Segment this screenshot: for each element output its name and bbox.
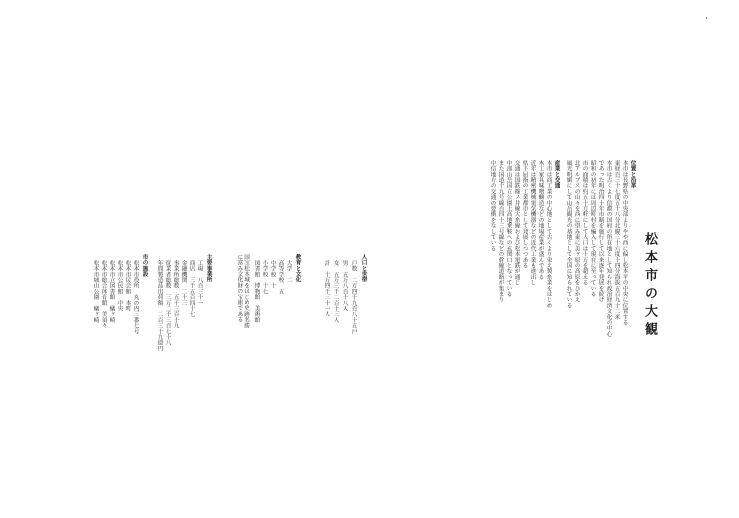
stat-line: 戸数 二万四千九百八十五戸	[350, 260, 357, 335]
facility-line: 松本市総合体育館 美須々	[100, 260, 107, 329]
stat-line: 高等学校 五	[277, 260, 284, 295]
text-column: 中信地方の交通の要衝をなしている	[489, 160, 496, 252]
stat-line: 男 五万八百十八人	[341, 260, 348, 312]
stat-line: 商店 三千五百四十七	[188, 260, 195, 317]
text-column: 本市は古くより信濃の国府の所在地として知られ政治経済文化の中心	[605, 160, 612, 337]
section-heading-population: 人口と世帯	[360, 254, 367, 283]
stat-line: 従業者総数 三万二千三百七十八	[164, 260, 171, 346]
stat-line: 小学校 十七	[261, 260, 268, 295]
section-heading-industry: 産業と交通	[553, 160, 560, 189]
text-column: 国宝松本城をはじめ史跡名勝に富み文化財の宝庫である	[236, 254, 249, 329]
facility-line: 松本市民会館 本町	[124, 260, 131, 312]
section-heading-location: 位置と沿革	[629, 160, 636, 189]
margin-speck	[706, 17, 707, 19]
text-column: 木工家具味噌醸造などの地場産業が盛んである	[537, 160, 544, 280]
page-title: 松本市の大観	[642, 232, 657, 340]
text-column: 北アルプスの山々を西に望み東に美ヶ原の高原をひかえ	[573, 160, 580, 303]
text-column: であった明治四十年市制を施行して以来逐年発展を続け	[597, 160, 604, 303]
text-column: 昭和の初年には周辺町村を編入して現在に至っている	[589, 160, 596, 297]
facility-line: 松本市役所 丸の内三番七号	[132, 260, 139, 335]
stat-line: 工場 八百三十一	[196, 260, 203, 306]
stat-line: 事業所総数 五千三百十九	[172, 260, 179, 329]
stat-line: 図書館 博物館 美術館	[253, 260, 260, 323]
stat-line: 金融機関 二十三	[180, 260, 187, 306]
text-column: 市の面積は約五十方粁にして人口は十万を超える	[581, 160, 588, 286]
stat-line: 年間製造品出荷額 二百三十九億円	[156, 260, 163, 352]
text-column: 中部山岳国立公園上高地乗鞍への玄関口となっている	[505, 160, 512, 297]
facility-line: 松本市城山公園 蟻ヶ崎	[92, 260, 99, 323]
text-column: 本市は商工業の中心地として古くより栄え製糸業をはじめ	[545, 160, 552, 309]
stat-line: 計 十万四千三十一人	[323, 260, 330, 317]
section-heading-facilities: 市の施設	[141, 254, 148, 277]
text-column: 近年は精密機械電気機器などの近代工業も進出し	[529, 160, 536, 286]
facility-line: 松本市公民館 中央	[116, 260, 123, 312]
text-column: 県下屈指の工業都市として発展しつつある	[521, 160, 528, 269]
stat-line: 中学校 十	[269, 260, 276, 289]
text-column: 風光明媚にして山岳観光の基地として全国に知られている	[565, 160, 572, 309]
section-heading-education: 教育と文化	[294, 254, 301, 283]
facility-line: 松本市立図書館 蟻ヶ崎	[108, 260, 115, 323]
text-column: 東経百三十七度五十八分北緯三十六度十四分海抜五百九十二米	[613, 160, 620, 320]
text-column: 本市は長野県の中央部よりやや西に偏し松本平の中央に位置する	[621, 160, 628, 326]
text-column: 交通は国鉄篠ノ井線大糸線および松本電鉄が通じ	[513, 160, 520, 286]
section-heading-business: 主要事業所	[205, 254, 212, 283]
stat-line: 女 五万三千二百十三人	[332, 260, 339, 323]
stat-line: 大学 二	[285, 260, 292, 283]
text-column: また国道十九号線百四十三号線などの幹線道路が集まり	[497, 160, 504, 303]
